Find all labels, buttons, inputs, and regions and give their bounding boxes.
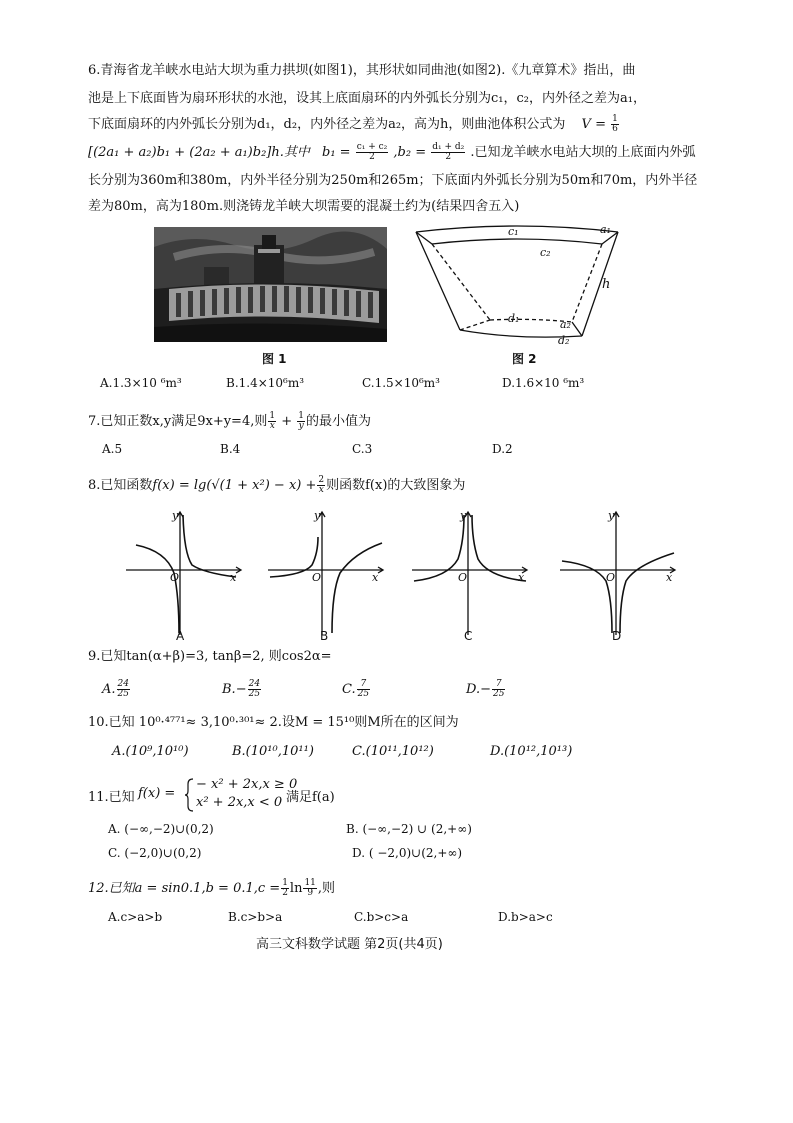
q6-option-c: C.1.5×10⁶m³ bbox=[362, 376, 440, 390]
q7-stem: 7.已知正数x,y满足9x+y=4,则 $\frac{1}{x}$ + $\frac{1}{y}$ 的最小值为 bbox=[88, 411, 372, 431]
frac-den: 9 bbox=[307, 888, 314, 898]
q11-option-b: B. (−∞,−2) ∪ (2,+∞) bbox=[346, 822, 472, 836]
q6-line4 bbox=[88, 140, 696, 166]
q6-formula: [(2a₁ + a₂)b₁ + (2a₂ + a₁)b₂]h.其中 bbox=[88, 145, 310, 160]
option-letter: A. bbox=[102, 682, 116, 697]
q11-function: f(x) = bbox=[138, 786, 176, 801]
q10-option-a: A.(10⁹,10¹⁰) bbox=[112, 744, 189, 759]
origin: O bbox=[170, 571, 180, 584]
q10-option-d: D.(10¹²,10¹³) bbox=[490, 744, 573, 759]
frac-num: 7 bbox=[357, 680, 370, 690]
label-a2: a₂ bbox=[560, 318, 571, 331]
q10-option-c: C.(10¹¹,10¹²) bbox=[352, 744, 434, 759]
axis-x: x bbox=[230, 571, 237, 584]
q7-stem-b: 的最小值为 bbox=[306, 414, 372, 429]
q7-frac-x bbox=[268, 412, 276, 431]
q8-stem-a: 8.已知函数 bbox=[88, 478, 153, 493]
frac-den: 25 bbox=[117, 689, 129, 699]
frac-den: 25 bbox=[248, 689, 261, 699]
frac-den: 25 bbox=[357, 689, 370, 699]
q9-option-c bbox=[342, 680, 371, 699]
q8-graph-a bbox=[122, 507, 250, 642]
q10-option-b: B.(10¹⁰,10¹¹) bbox=[232, 744, 314, 759]
label-d1: d₁ bbox=[508, 312, 520, 325]
frac-num: 1 bbox=[298, 411, 304, 421]
frac-num: c₁ + c₂ bbox=[356, 142, 388, 152]
q11-case1: − x² + 2x,x ≥ 0 bbox=[196, 777, 298, 792]
page-footer: 高三文科数学试题 第2页(共4页) bbox=[256, 937, 443, 952]
q6-line5: 长分别为360m和380m，内外半径分别为250m和265m；下底面内外弧长分别为50m和70m，内外半径 bbox=[88, 173, 698, 188]
q8-stem bbox=[88, 473, 465, 499]
q6-line1: 6.青海省龙羊峡水电站大坝为重力拱坝(如图1)，其形状如同曲池(如图2).《九章算术》指出，曲 bbox=[88, 63, 636, 78]
option-letter: C. bbox=[342, 682, 356, 697]
option-frac bbox=[357, 680, 370, 699]
origin: O bbox=[458, 571, 468, 584]
q11-brace bbox=[184, 778, 194, 812]
q12-option-d: D.b>a>c bbox=[498, 910, 553, 924]
frac-den: x bbox=[318, 485, 324, 495]
frac-num: 7 bbox=[492, 680, 505, 690]
option-frac bbox=[117, 680, 130, 699]
q6-b1: b₁ = bbox=[322, 145, 351, 160]
graph-label-c: C bbox=[464, 629, 473, 642]
q12-stem-b: ,则 bbox=[317, 881, 336, 896]
q12-ln: ln bbox=[289, 881, 303, 896]
q6-line4-tail: .已知龙羊峡水电站大坝的上底面内外弧 bbox=[470, 145, 696, 160]
option-letter: D. bbox=[466, 682, 481, 697]
q6-line2: 池是上下底面皆为扇环形状的水池，设其上底面扇环的内外弧长分别为c₁，c₂，内外径之差为a₁， bbox=[88, 91, 646, 106]
label-d2: d₂ bbox=[558, 334, 570, 347]
q11-stem-a: 11.已知 bbox=[88, 790, 135, 805]
q11-option-c: C. (−2,0)∪(0,2) bbox=[108, 846, 202, 860]
frac-num: 1 bbox=[612, 114, 618, 124]
q6-b1-frac bbox=[356, 143, 389, 162]
graph-label-a: A bbox=[176, 629, 185, 642]
q6-option-d: D.1.6×10 ⁶m³ bbox=[502, 376, 585, 390]
q12-stem-a: 12.已知a = sin0.1,b = 0.1,c = bbox=[88, 881, 281, 896]
q7-option-d: D.2 bbox=[492, 442, 513, 456]
axis-x: x bbox=[518, 571, 525, 584]
q7-frac-y bbox=[297, 412, 305, 431]
q6-option-a: A.1.3×10 ⁶m³ bbox=[100, 376, 182, 390]
q11-option-a: A. (−∞,−2)∪(0,2) bbox=[108, 822, 214, 836]
origin: O bbox=[312, 571, 322, 584]
frac-den: 2 bbox=[445, 152, 452, 162]
frac-num: 1 bbox=[269, 411, 276, 421]
q7-option-c: C.3 bbox=[352, 442, 373, 456]
frac-num: 1 bbox=[282, 878, 288, 888]
q12-ln-frac bbox=[303, 879, 316, 898]
frac-den: x bbox=[269, 421, 275, 431]
option-frac bbox=[248, 680, 261, 699]
frac-num: d₁ + d₂ bbox=[432, 142, 465, 152]
q8-graph-d bbox=[556, 507, 684, 642]
q8-function: f(x) = lg(√(1 + x²) − x) + bbox=[152, 478, 317, 493]
q9-option-a bbox=[102, 680, 131, 699]
label-h: h bbox=[602, 277, 611, 292]
frac-num: 11 bbox=[304, 878, 316, 888]
axis-x: x bbox=[666, 571, 673, 584]
q12-half bbox=[281, 879, 289, 898]
option-sign: − bbox=[235, 682, 247, 697]
q6-option-b: B.1.4×10⁶m³ bbox=[226, 376, 305, 390]
option-letter: B. bbox=[222, 682, 236, 697]
q8-stem-b: 则函数f(x)的大致图象为 bbox=[326, 478, 466, 493]
q6-b2-frac bbox=[431, 143, 465, 162]
q11-case2: x² + 2x,x < 0 bbox=[196, 795, 283, 810]
option-sign: − bbox=[480, 682, 491, 697]
axis-y: y bbox=[460, 509, 467, 522]
q7-stem-a: 7.已知正数x,y满足9x+y=4,则 bbox=[88, 414, 268, 429]
q9-stem: 9.已知tan(α+β)=3, tanβ=2, 则cos2α= bbox=[88, 649, 332, 664]
fig2-caption: 图 2 bbox=[512, 352, 537, 366]
q8-graph-c bbox=[408, 507, 536, 642]
q12-option-a: A.c>a>b bbox=[108, 910, 163, 924]
frac-num: 2 bbox=[318, 475, 325, 485]
dam-photo-drawing bbox=[154, 227, 387, 342]
q6-line3-text: 下底面扇环的内外弧长分别为d₁，d₂，内外径之差为a₂，高为h，则曲池体积公式为 bbox=[88, 117, 566, 132]
q6-b2: ,b₂ = bbox=[393, 145, 427, 160]
dam-photo bbox=[154, 227, 387, 342]
label-c2: c₂ bbox=[540, 246, 551, 259]
frac-den: y bbox=[298, 421, 304, 431]
q9-option-b bbox=[222, 680, 262, 699]
origin: O bbox=[606, 571, 616, 584]
frac-den: 2 bbox=[369, 152, 375, 162]
q12-option-b: B.c>b>a bbox=[228, 910, 283, 924]
q12-stem bbox=[88, 876, 335, 902]
q11-option-d: D. ( −2,0)∪(2,+∞) bbox=[352, 846, 463, 860]
q9-option-d bbox=[466, 680, 506, 699]
label-a1: a₁ bbox=[600, 223, 611, 236]
q6-volume-symbol: V = bbox=[581, 117, 606, 132]
option-frac bbox=[492, 680, 505, 699]
frac-den: 2 bbox=[282, 888, 288, 898]
q10-stem: 10.已知 10⁰·⁴⁷⁷¹≈ 3,10⁰·³⁰¹≈ 2.设M = 15¹⁰则M所在的区间为 bbox=[88, 715, 459, 730]
q6-line3 bbox=[88, 112, 620, 138]
graph-label-b: B bbox=[320, 629, 329, 642]
curved-pool-diagram bbox=[412, 222, 622, 347]
q8-graph-b bbox=[264, 507, 392, 642]
q7-option-a: A.5 bbox=[102, 442, 123, 456]
label-c1: c₁ bbox=[508, 225, 519, 238]
q6-one-sixth bbox=[611, 115, 619, 134]
graph-label-d: D bbox=[612, 629, 622, 642]
frac-num: 24 bbox=[248, 679, 261, 689]
q11-stem-b: 满足f(a) bbox=[286, 790, 335, 805]
frac-den: 25 bbox=[493, 689, 505, 699]
q12-option-c: C.b>c>a bbox=[354, 910, 409, 924]
axis-x: x bbox=[372, 571, 379, 584]
frac-num: 24 bbox=[117, 679, 129, 689]
frac-den: 6 bbox=[612, 124, 618, 134]
q8-frac bbox=[317, 476, 325, 495]
q6-line6: 差为80m，高为180m.则浇铸龙羊峡大坝需要的混凝土约为(结果四舍五入) bbox=[88, 199, 520, 214]
axis-y: y bbox=[172, 509, 179, 522]
fig1-caption: 图 1 bbox=[262, 352, 287, 366]
q7-option-b: B.4 bbox=[220, 442, 241, 456]
axis-y: y bbox=[314, 509, 321, 522]
axis-y: y bbox=[608, 509, 615, 522]
